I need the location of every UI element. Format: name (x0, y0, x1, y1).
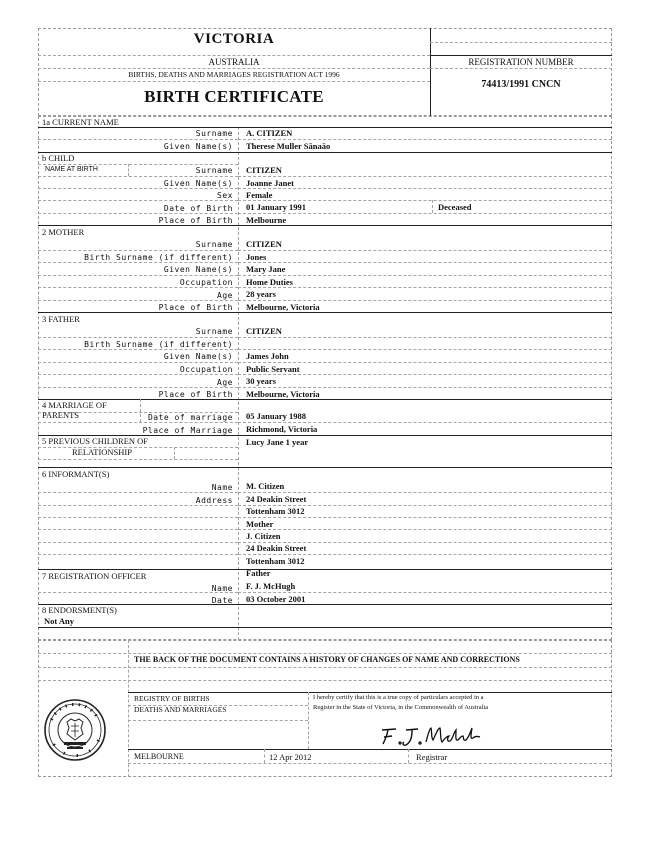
informant-line: J. Citizen (246, 531, 281, 541)
mother-surname: CITIZEN (246, 239, 282, 249)
registry-line2: DEATHS AND MARRIAGES (134, 705, 227, 714)
father-birth-surname-label: Birth Surname (if different) (84, 340, 233, 349)
mother-occupation: Home Duties (246, 277, 293, 287)
mother-pob: Melbourne, Victoria (246, 302, 320, 312)
informant-address-label: Address (195, 496, 233, 505)
informant-name-label: Name (211, 483, 233, 492)
registry-seal (43, 698, 107, 762)
mother-birth-surname: Jones (246, 252, 267, 262)
mother-birth-surname-label: Birth Surname (if different) (84, 253, 233, 262)
current-surname-label: Surname (195, 129, 233, 138)
mother-occupation-label: Occupation (179, 278, 233, 287)
document-title: BIRTH CERTIFICATE (144, 87, 324, 106)
father-given-label: Given Name(s) (163, 352, 233, 361)
section-current-name: 1a CURRENT NAME (42, 117, 119, 127)
current-given-names: Therese Muller Sānaāo (246, 141, 331, 151)
informant-line: Tottenham 3012 (246, 556, 305, 566)
informant-line: 24 Deakin Street (246, 494, 307, 504)
issue-date: 12 Apr 2012 (269, 752, 312, 762)
child-status: Deceased (438, 202, 472, 212)
child-given-label: Given Name(s) (163, 179, 233, 188)
marriage-place-label: Place of Marriage (142, 426, 233, 435)
marriage-place: Richmond, Victoria (246, 424, 318, 434)
officer-name: F. J. McHugh (246, 581, 296, 591)
father-occupation: Public Servant (246, 364, 300, 374)
informant-line: Father (246, 568, 271, 578)
officer-name-label: Name (211, 584, 233, 593)
father-given-names: James John (246, 351, 289, 361)
child-dob: 01 January 1991 (246, 202, 306, 212)
child-dob-label: Date of Birth (163, 204, 233, 213)
back-of-document-notice: THE BACK OF THE DOCUMENT CONTAINS A HISTORY OF CHANGES OF NAME AND CORRECTIONS (134, 655, 520, 664)
section-marriage-line2: PARENTS (42, 410, 80, 420)
child-sex: Female (246, 190, 273, 200)
father-occupation-label: Occupation (179, 365, 233, 374)
registry-line1: REGISTRY OF BIRTHS (134, 694, 210, 703)
father-age: 30 years (246, 376, 276, 386)
current-given-label: Given Name(s) (163, 142, 233, 151)
certification-line1: I hereby certify that this is a true copy of particulars accepted in a (313, 694, 484, 701)
child-given-names: Joanne Janet (246, 178, 294, 188)
endorsement-value: Not Any (44, 616, 74, 626)
section-informant: 6 INFORMANT(S) (42, 469, 110, 479)
previous-children: Lucy Jane 1 year (246, 437, 309, 447)
officer-date-label: Date (211, 596, 233, 605)
name-at-birth-label: NAME AT BIRTH (45, 166, 98, 173)
issue-place: MELBOURNE (134, 752, 184, 761)
father-age-label: Age (217, 378, 233, 387)
informant-line: 24 Deakin Street (246, 543, 307, 553)
mother-given-label: Given Name(s) (163, 265, 233, 274)
country-heading: AUSTRALIA (208, 57, 260, 67)
informant-name: M. Citizen (246, 481, 285, 491)
section-child: b CHILD (42, 153, 75, 163)
father-pob: Melbourne, Victoria (246, 389, 320, 399)
father-surname-label: Surname (195, 327, 233, 336)
current-surname: A. CITIZEN (246, 128, 293, 138)
mother-age-label: Age (217, 291, 233, 300)
section-mother: 2 MOTHER (42, 227, 85, 237)
informant-line: Mother (246, 519, 274, 529)
mother-surname-label: Surname (195, 240, 233, 249)
informant-line: Tottenham 3012 (246, 506, 305, 516)
registration-number: 74413/1991 CNCN (481, 79, 561, 90)
act-heading: BIRTHS, DEATHS AND MARRIAGES REGISTRATION ACT 1996 (128, 70, 340, 79)
section-marriage: 4 MARRIAGE OF (42, 400, 107, 410)
marriage-date: 05 January 1988 (246, 411, 306, 421)
child-surname-label: Surname (195, 166, 233, 175)
child-pob: Melbourne (246, 215, 287, 225)
section-previous-children-line2: RELATIONSHIP (72, 447, 132, 457)
state-heading: VICTORIA (193, 31, 275, 47)
certification-line2: Register in the State of Victoria, in the Commonwealth of Australia (313, 704, 489, 711)
registrar-title: Registrar (416, 752, 448, 762)
child-surname: CITIZEN (246, 165, 282, 175)
section-registration-officer: 7 REGISTRATION OFFICER (42, 571, 147, 581)
child-sex-label: Sex (217, 191, 233, 200)
mother-given-names: Mary Jane (246, 264, 286, 274)
mother-pob-label: Place of Birth (158, 303, 233, 312)
section-father: 3 FATHER (42, 314, 80, 324)
details-frame (38, 116, 612, 640)
section-previous-children: 5 PREVIOUS CHILDREN OF (42, 436, 149, 446)
officer-date: 03 October 2001 (246, 594, 306, 604)
mother-age: 28 years (246, 289, 276, 299)
registration-number-label: REGISTRATION NUMBER (468, 57, 574, 67)
father-pob-label: Place of Birth (158, 390, 233, 399)
father-surname: CITIZEN (246, 326, 282, 336)
marriage-date-label: Date of marriage (147, 413, 233, 422)
registrar-signature (376, 722, 488, 750)
child-pob-label: Place of Birth (158, 216, 233, 225)
section-endorsements: 8 ENDORSMENT(S) (42, 605, 117, 615)
